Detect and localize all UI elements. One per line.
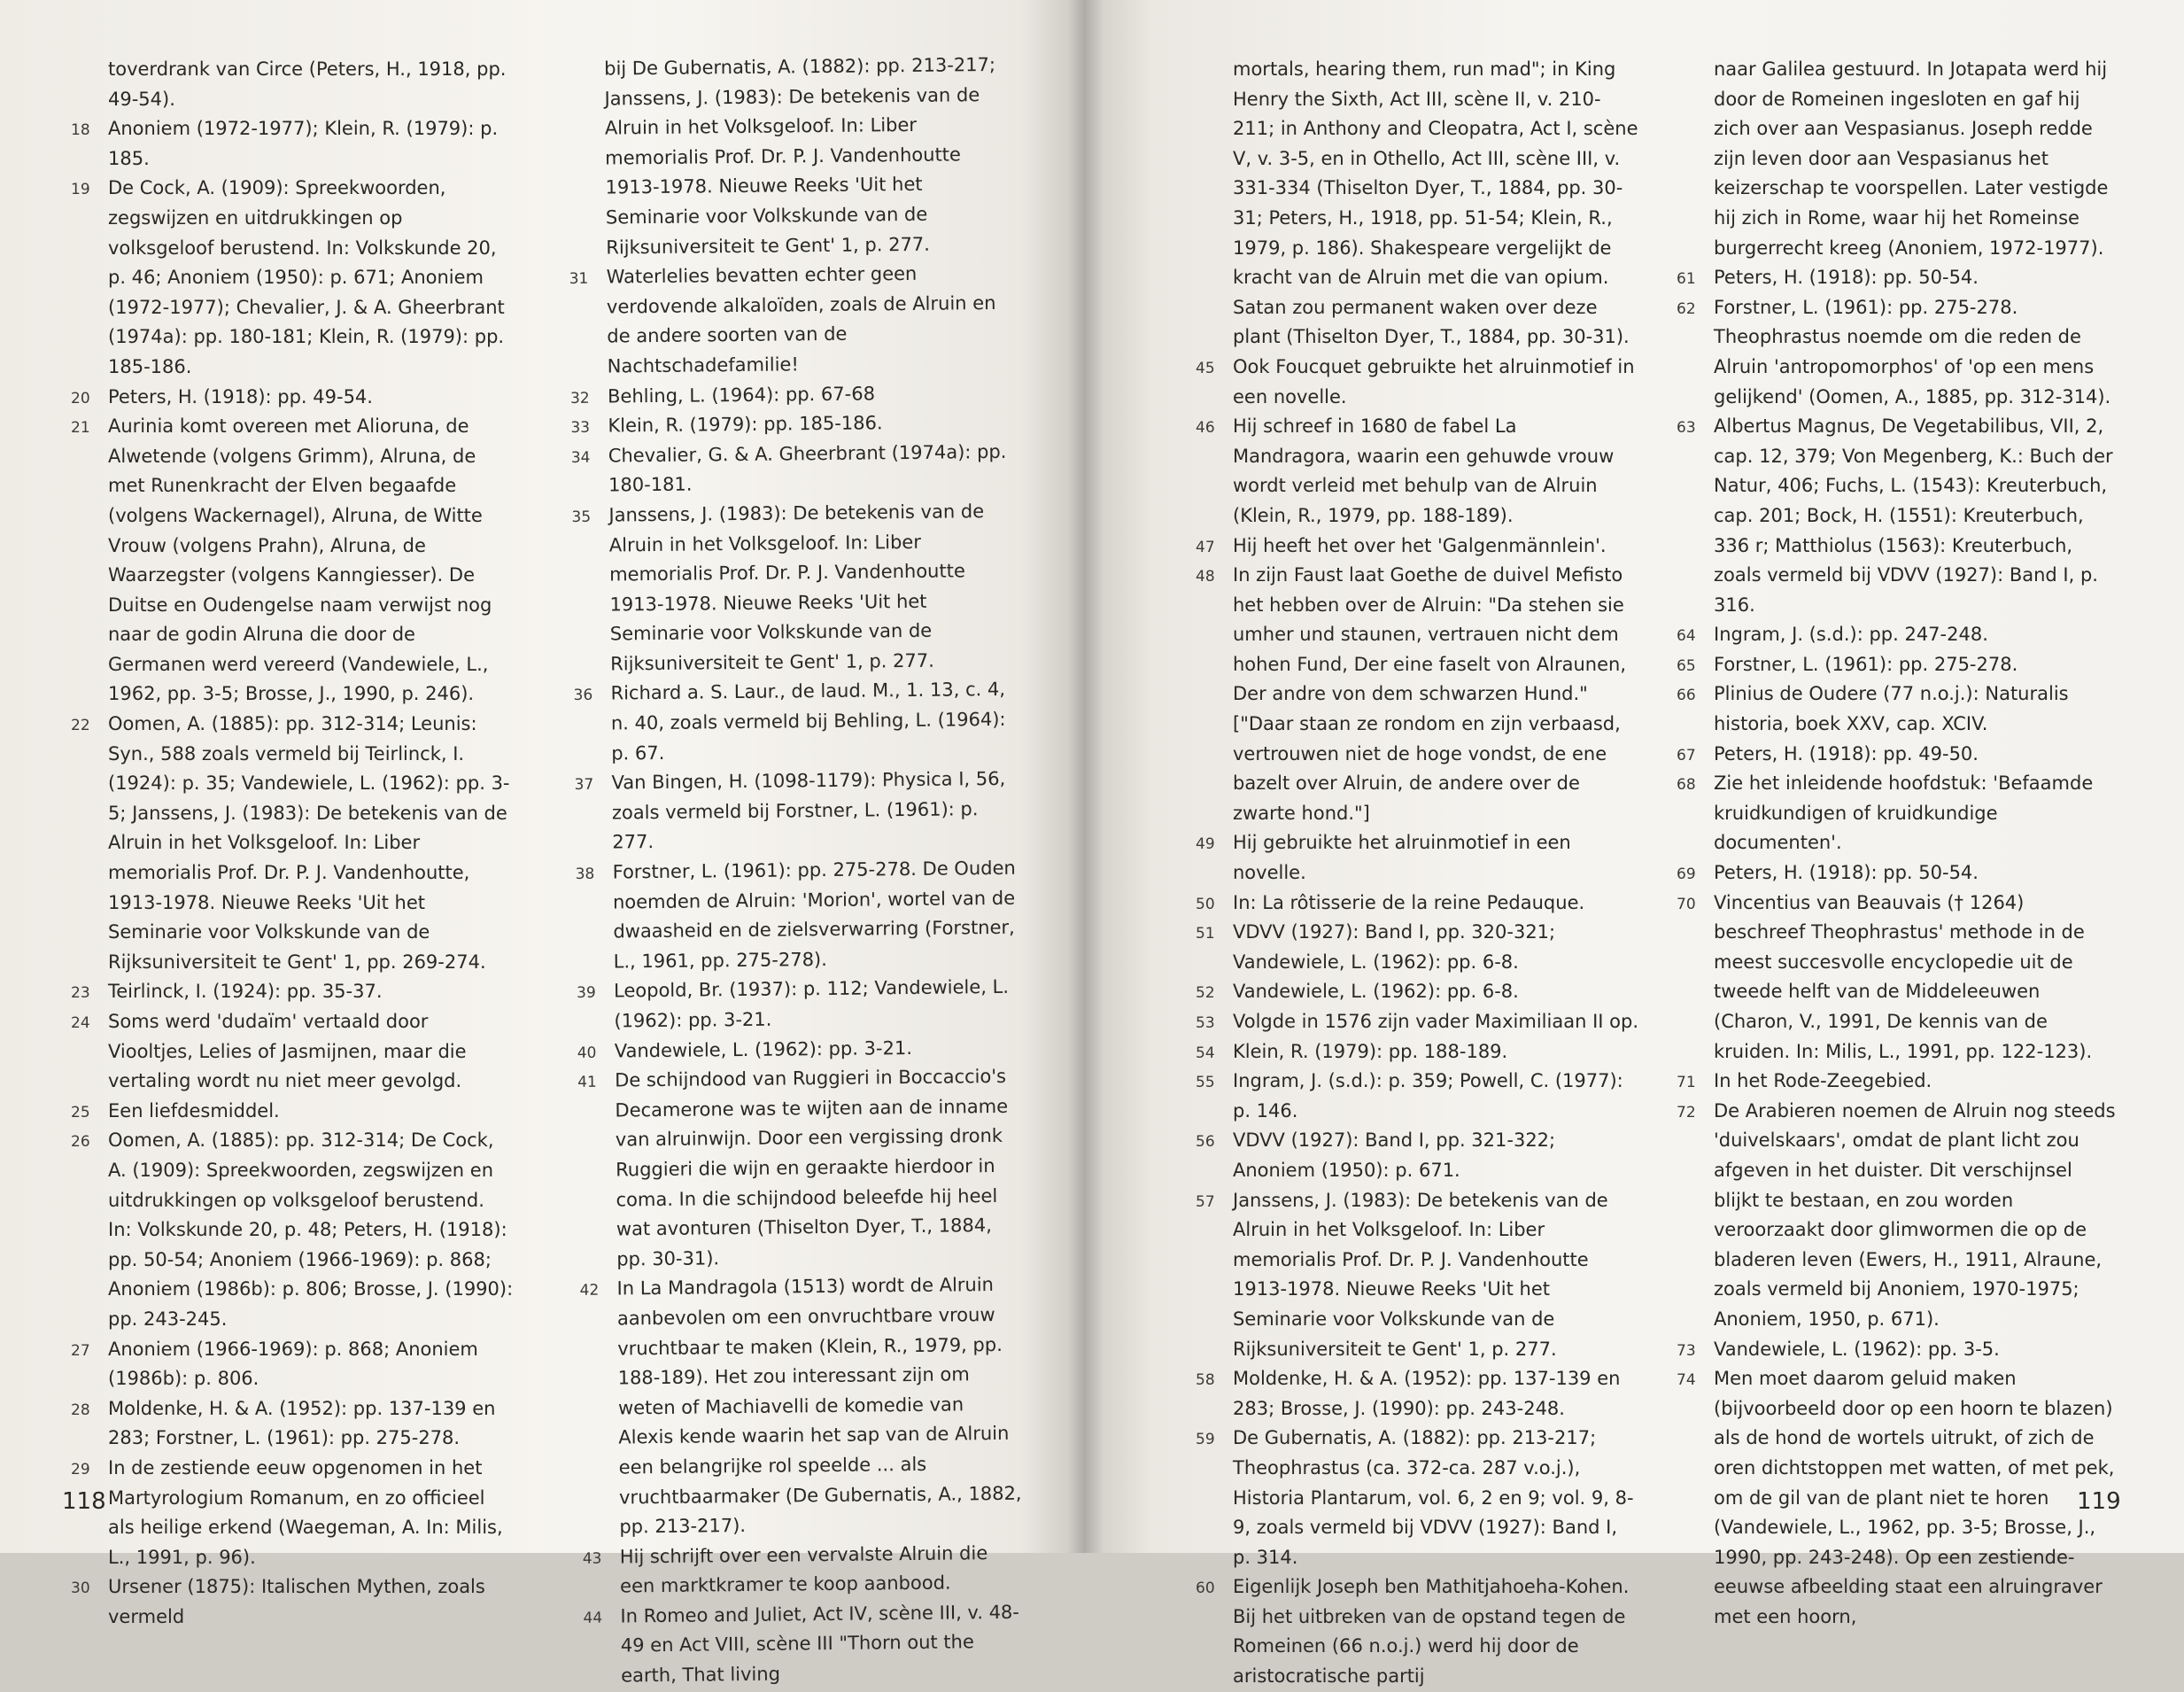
footnote-43 bbox=[583, 1538, 1026, 1602]
footnote-text: Forstner, L. (1961): pp. 275-278. De Ouden noemden de Alruin: 'Morion', wortel van de dwaasheid en de zielsverwarring (Forstner, L., 1961, pp. 275-278). bbox=[612, 857, 1016, 973]
footnote-67 bbox=[1677, 740, 2119, 770]
right-page bbox=[1086, 0, 2184, 1688]
footnote-40 bbox=[577, 1032, 1020, 1067]
footnote-44 bbox=[583, 1598, 1026, 1692]
footnote-55 bbox=[1196, 1067, 1638, 1126]
footnote-text: Behling, L. (1964): pp. 67-68 bbox=[607, 382, 876, 407]
footnote-text: Forstner, L. (1961): pp. 275-278. Theophrastus noemde om die reden de Alruin 'antropomorphos' of 'op een mens gelijkend' (Oomen, A., 1885, pp. 312-314). bbox=[1714, 296, 2111, 407]
footnote-60 bbox=[1196, 1572, 1638, 1691]
footnote-text: VDVV (1927): Band I, pp. 320-321; Vandewiele, L. (1962): pp. 6-8. bbox=[1233, 921, 1556, 973]
footnote-62 bbox=[1677, 293, 2119, 412]
notes-column-1 bbox=[71, 55, 514, 1632]
footnote-number: 64 bbox=[1677, 627, 1696, 646]
footnote-text: In La Mandragola (1513) wordt de Alruin aanbevolen om een onvruchtbare vrouw vruchtbaar te maken (Klein, R., 1979, pp. 188-189). Het zou interessant zijn om weten of Machiavelli de komedie van Alexis kende waarin het sap van de Alruin een belangrijke rol speelde ... als vruchtbaarmaker (De Gubernatis, A., 1882, pp. 213-217). bbox=[616, 1274, 1022, 1538]
footnote-number: 72 bbox=[1677, 1103, 1696, 1122]
footnote-number: 30 bbox=[71, 1579, 90, 1598]
footnote-number: 66 bbox=[1677, 687, 1696, 705]
footnote-number: 56 bbox=[1196, 1133, 1215, 1152]
footnote-51 bbox=[1196, 918, 1638, 977]
footnote-56 bbox=[1196, 1126, 1638, 1185]
footnote-number: 47 bbox=[1196, 538, 1215, 556]
footnote-text: Vandewiele, L. (1962): pp. 3-5. bbox=[1714, 1338, 2000, 1360]
footnote-41 bbox=[577, 1062, 1022, 1275]
footnote-31 bbox=[569, 259, 1012, 383]
footnote-text: Oomen, A. (1885): pp. 312-314; De Cock, A. (1909): Spreekwoorden, zegswijzen en uitdrukkingen op volksgeloof berustend. In: Volkskunde 20, p. 48; Peters, H. (1918): pp. 50-54; Anoniem (1966-1969): p. 868; Anoniem (1986b): p. 806; Brosse, J. (1990): pp. 243-245. bbox=[108, 1129, 514, 1330]
footnote-number: 34 bbox=[570, 448, 591, 467]
page-number-right: 119 bbox=[2077, 1488, 2121, 1515]
footnote-39 bbox=[577, 973, 1020, 1036]
footnote-number: 62 bbox=[1677, 299, 1696, 318]
footnote-29 bbox=[71, 1454, 514, 1572]
footnote-text: Volgde in 1576 zijn vader Maximiliaan II op. bbox=[1233, 1011, 1638, 1032]
footnote-text: Ook Foucquet gebruikte het alruinmotief in een novelle. bbox=[1233, 355, 1635, 407]
footnote-30 bbox=[71, 1572, 514, 1632]
footnote-text: In het Rode-Zeegebied. bbox=[1714, 1070, 1932, 1092]
footnote-49 bbox=[1196, 828, 1638, 888]
footnote-number: 50 bbox=[1196, 895, 1215, 913]
footnote-36 bbox=[573, 675, 1017, 769]
footnote-text: VDVV (1927): Band I, pp. 321-322; Anoniem (1950): p. 671. bbox=[1233, 1129, 1556, 1181]
footnote-65 bbox=[1677, 650, 2119, 680]
footnote-35 bbox=[571, 497, 1016, 680]
footnote-28 bbox=[71, 1394, 514, 1454]
footnote-text: Peters, H. (1918): pp. 50-54. bbox=[1714, 267, 1979, 289]
footnote-number: 18 bbox=[71, 121, 90, 140]
footnote-61 bbox=[1677, 263, 2119, 293]
footnote-number: 45 bbox=[1196, 359, 1215, 377]
footnote-text: Ursener (1875): Italischen Mythen, zoals vermeld bbox=[108, 1576, 485, 1627]
footnote-text: Moldenke, H. & A. (1952): pp. 137-139 en 283; Forstner, L. (1961): pp. 275-278. bbox=[108, 1397, 496, 1449]
footnote-number: 73 bbox=[1677, 1341, 1696, 1360]
footnote-number: 53 bbox=[1196, 1014, 1215, 1032]
footnote-text: Ingram, J. (s.d.): p. 359; Powell, C. (1977): p. 146. bbox=[1233, 1070, 1623, 1122]
footnote-text: In Romeo and Juliet, Act IV, scène III, v. 48-49 en Act VIII, scène III "Thorn out the earth, That living bbox=[620, 1601, 1020, 1687]
footnote-number: 22 bbox=[71, 717, 90, 735]
footnote-continuation bbox=[1677, 55, 2119, 263]
footnote-text: Eigenlijk Joseph ben Mathitjahoeha-Kohen. Bij het uitbreken van de opstand tegen de Romeinen (66 n.o.j.) werd hij door de aristocratische partij bbox=[1233, 1576, 1630, 1688]
footnote-number: 29 bbox=[71, 1460, 90, 1479]
footnote-number: 23 bbox=[71, 984, 90, 1003]
footnote-59 bbox=[1196, 1424, 1638, 1572]
footnote-number: 58 bbox=[1196, 1371, 1215, 1390]
footnote-number: 19 bbox=[71, 181, 90, 199]
footnote-number: 21 bbox=[71, 419, 90, 438]
footnote-73 bbox=[1677, 1335, 2119, 1365]
footnote-text: Janssens, J. (1983): De betekenis van de Alruin in het Volksgeloof. In: Liber memorialis Prof. Dr. P. J. Vandenhoutte 1913-1978. Nieuwe Reeks 'Uit het Seminarie voor Volkskunde van de Rijksuniversiteit te Gent' 1, p. 277. bbox=[1233, 1189, 1608, 1360]
footnote-number: 52 bbox=[1196, 984, 1215, 1003]
footnote-text: Peters, H. (1918): pp. 49-50. bbox=[1714, 742, 1979, 765]
footnote-text: De Gubernatis, A. (1882): pp. 213-217; Theophrastus (ca. 372-ca. 287 v.o.j.), Historia Plantarum, vol. 6, 2 en 9; vol. 9, 8-9, zoals vermeld bij VDVV (1927): Band I, p. 314. bbox=[1233, 1427, 1634, 1568]
footnote-number: 60 bbox=[1196, 1579, 1215, 1598]
footnote-23 bbox=[71, 977, 514, 1007]
footnote-text: Plinius de Oudere (77 n.o.j.): Naturalis historia, boek XXV, cap. XCIV. bbox=[1714, 683, 2069, 735]
footnote-18 bbox=[71, 114, 514, 174]
footnote-text: Ingram, J. (s.d.): pp. 247-248. bbox=[1714, 624, 1988, 646]
footnote-text: Waterlelies bevatten echter geen verdovende alkaloïden, zoals de Alruin en de andere soorten van de Nachtschadefamilie! bbox=[606, 263, 996, 377]
footnote-52 bbox=[1196, 977, 1638, 1007]
book-gutter bbox=[1068, 0, 1104, 1553]
footnote-34 bbox=[571, 437, 1015, 501]
notes-column-2 bbox=[567, 50, 1026, 1692]
footnote-46 bbox=[1196, 412, 1638, 531]
footnote-text: Leopold, Br. (1937): p. 112; Vandewiele, L. (1962): pp. 3-21. bbox=[613, 976, 1010, 1032]
footnote-number: 65 bbox=[1677, 656, 1696, 675]
footnote-20 bbox=[71, 383, 514, 413]
footnote-text: In zijn Faust laat Goethe de duivel Mefisto het hebben over de Alruin: "Da stehen sie umher und staunen, vertrauen nicht dem hohen Fund, Der eine faselt von Alraunen, Der andre von dem schwarzen Hund." ["Daar staan ze rondom en zijn verbaasd, vertrouwen niet de hoge vondst, de ene bazelt over Alruin, de andere over de zwarte hond."] bbox=[1233, 564, 1627, 824]
footnote-text: Zie het inleidende hoofdstuk: 'Befaamde kruidkundigen of kruidkundige documenten'. bbox=[1714, 772, 2094, 854]
footnote-71 bbox=[1677, 1067, 2119, 1097]
footnote-text: Teirlinck, I. (1924): pp. 35-37. bbox=[108, 981, 383, 1003]
footnote-50 bbox=[1196, 889, 1638, 919]
footnote-text: Vandewiele, L. (1962): pp. 3-21. bbox=[614, 1036, 913, 1062]
footnote-47 bbox=[1196, 532, 1638, 562]
footnote-text: mortals, hearing them, run mad"; in King Henry the Sixth, Act III, scène II, v. 210-211; in Anthony and Cleopatra, Act I, scène V, v. 3-5, en in Othello, Act III, scène III, v. 331-334 (Thiselton Dyer, T., 1884, pp. 30-31; Peters, H., 1918, pp. 51-54; Klein, R., 1979, p. 186). Shakespeare vergelijkt de kracht van de Alruin met die van opium. Satan zou permanent waken over deze plant (Thiselton Dyer, T., 1884, pp. 30-31). bbox=[1233, 58, 1638, 348]
footnote-number: 40 bbox=[577, 1044, 597, 1062]
footnote-number: 33 bbox=[570, 418, 591, 438]
footnote-number: 26 bbox=[71, 1133, 90, 1152]
footnote-text: Hij schreef in 1680 de fabel La Mandragora, waarin een gehuwde vrouw wordt verleid met behulp van de Alruin (Klein, R., 1979, pp. 188-189). bbox=[1233, 415, 1615, 526]
footnote-number: 74 bbox=[1677, 1371, 1696, 1390]
footnote-number: 46 bbox=[1196, 419, 1215, 438]
footnote-number: 61 bbox=[1677, 270, 1696, 289]
footnote-66 bbox=[1677, 679, 2119, 739]
footnote-number: 59 bbox=[1196, 1431, 1215, 1449]
footnote-25 bbox=[71, 1097, 514, 1127]
footnote-64 bbox=[1677, 620, 2119, 650]
footnote-text: Klein, R. (1979): pp. 188-189. bbox=[1233, 1040, 1508, 1062]
footnote-continuation bbox=[1196, 55, 1638, 353]
footnote-number: 49 bbox=[1196, 835, 1215, 854]
footnote-38 bbox=[575, 854, 1018, 978]
footnote-continuation bbox=[567, 50, 1011, 263]
footnote-26 bbox=[71, 1126, 514, 1334]
footnote-number: 55 bbox=[1196, 1074, 1215, 1092]
footnote-number: 63 bbox=[1677, 419, 1696, 438]
footnote-number: 43 bbox=[582, 1549, 602, 1568]
footnote-text: Soms werd 'dudaïm' vertaald door Viooltjes, Lelies of Jasmijnen, maar die vertaling wordt nu niet meer gevolgd. bbox=[108, 1011, 467, 1092]
footnote-number: 51 bbox=[1196, 925, 1215, 943]
footnote-text: Anoniem (1966-1969): p. 868; Anoniem (1986b): p. 806. bbox=[108, 1338, 478, 1390]
footnote-number: 20 bbox=[71, 389, 90, 407]
footnote-57 bbox=[1196, 1186, 1638, 1365]
footnote-70 bbox=[1677, 889, 2119, 1067]
footnote-text: toverdrank van Circe (Peters, H., 1918, pp. 49-54). bbox=[108, 58, 507, 110]
footnote-63 bbox=[1677, 412, 2119, 620]
footnote-continuation bbox=[71, 55, 514, 114]
footnote-number: 38 bbox=[575, 865, 595, 883]
footnote-text: Vincentius van Beauvais († 1264) beschreef Theophrastus' methode in de meest succesvolle encyclopedie uit de tweede helft van de Middeleeuwen (Charon, V., 1991, De kennis van de kruiden. In: Milis, L., 1991, pp. 122-123). bbox=[1714, 891, 2093, 1062]
footnote-72 bbox=[1677, 1097, 2119, 1335]
footnote-text: De Cock, A. (1909): Spreekwoorden, zegswijzen en uitdrukkingen op volksgeloof berustend. In: Volkskunde 20, p. 46; Anoniem (1950): p. 671; Anoniem (1972-1977); Chevalier, J. & A. Gheerbrant (1974a): pp. 180-181; Klein, R. (1979): pp. 185-186. bbox=[108, 177, 505, 377]
page-number-left: 118 bbox=[62, 1488, 106, 1515]
footnote-text: Een liefdesmiddel. bbox=[108, 1099, 280, 1122]
footnote-number: 31 bbox=[569, 269, 589, 289]
footnote-68 bbox=[1677, 769, 2119, 858]
footnote-53 bbox=[1196, 1007, 1638, 1037]
footnote-21 bbox=[71, 412, 514, 710]
footnote-number: 27 bbox=[71, 1341, 90, 1360]
footnote-32 bbox=[570, 377, 1013, 412]
footnote-text: Klein, R. (1979): pp. 185-186. bbox=[608, 412, 883, 437]
footnote-text: Peters, H. (1918): pp. 50-54. bbox=[1714, 862, 1979, 884]
footnote-text: Aurinia komt overeen met Alioruna, de Alwetende (volgens Grimm), Alruna, de met Runenkracht der Elven begaafde (volgens Wackernagel), Alruna, de Witte Vrouw (volgens Prahn), Alruna, de Waarzegster (volgens Kanngiesser). De Duitse en Oudengelse naam verwijst nog naar de godin Alruna die door de Germanen werd vereerd (Vandewiele, L., 1962, pp. 3-5; Brosse, J., 1990, p. 246). bbox=[108, 415, 492, 705]
footnote-number: 71 bbox=[1677, 1074, 1696, 1092]
footnote-text: Forstner, L. (1961): pp. 275-278. bbox=[1714, 653, 2018, 675]
footnote-text: Men moet daarom geluid maken (bijvoorbeeld door op een hoorn te blazen) als de hond de wortels uitrukt, of zich de oren dichtstoppen met watten, of met pek, om de gil van de plant niet te horen (Vandewiele, L., 1962, pp. 3-5; Brosse, J., 1990, pp. 243-248). Op een zestiende-eeuwse afbeelding staat een alruingraver met een hoorn, bbox=[1714, 1368, 2115, 1627]
footnote-33 bbox=[570, 407, 1013, 442]
footnote-number: 37 bbox=[574, 775, 594, 795]
footnote-24 bbox=[71, 1007, 514, 1097]
footnote-text: Hij schrijft over een vervalste Alruin die een marktkramer te koop aanbood. bbox=[619, 1541, 988, 1597]
footnote-text: Van Bingen, H. (1098-1179): Physica I, 56, zoals vermeld bij Forstner, L. (1961): p. 277. bbox=[611, 768, 1006, 853]
footnote-number: 32 bbox=[569, 389, 590, 407]
footnote-54 bbox=[1196, 1037, 1638, 1067]
footnote-number: 42 bbox=[579, 1282, 600, 1300]
footnote-text: Oomen, A. (1885): pp. 312-314; Leunis: Syn., 588 zoals vermeld bij Teirlinck, I. (1924): p. 35; Vandewiele, L. (1962): pp. 3-5; Janssens, J. (1983): De betekenis van de Alruin in het Volksgeloof. In: Liber memorialis Prof. Dr. P. J. Vandenhoutte, 1913-1978. Nieuwe Reeks 'Uit het Seminarie voor Volkskunde van de Rijksuniversiteit te Gent' 1, pp. 269-274. bbox=[108, 713, 510, 973]
footnote-48 bbox=[1196, 561, 1638, 828]
footnote-number: 67 bbox=[1677, 746, 1696, 765]
footnote-text: Albertus Magnus, De Vegetabilibus, VII, 2, cap. 12, 379; Von Megenberg, K.: Buch der Natur, 406; Fuchs, L. (1543): Kreuterbuch, cap. 201; Bock, H. (1551): Kreuterbuch, 336 r; Matthiolus (1563): Kreuterbuch, zoals vermeld bij VDVV (1927): Band I, p. 316. bbox=[1714, 415, 2113, 616]
footnote-text: Moldenke, H. & A. (1952): pp. 137-139 en 283; Brosse, J. (1990): pp. 243-248. bbox=[1233, 1368, 1621, 1419]
footnote-number: 70 bbox=[1677, 895, 1696, 913]
footnote-number: 48 bbox=[1196, 568, 1215, 586]
footnote-text: Hij heeft het over het 'Galgenmännlein'. bbox=[1233, 534, 1607, 556]
footnote-number: 41 bbox=[577, 1073, 597, 1092]
footnote-number: 57 bbox=[1196, 1192, 1215, 1211]
footnote-42 bbox=[579, 1270, 1025, 1543]
footnote-text: De Arabieren noemen de Alruin nog steeds 'duivelskaars', omdat de plant licht zou afgeven in het duister. Dit verschijnsel blijkt te bestaan, en zou worden veroorzaakt door glimwormen die op de bladeren leven (Ewers, H., 1911, Alraune, zoals vermeld bij Anoniem, 1970-1975; Anoniem, 1950, p. 671). bbox=[1714, 1099, 2116, 1330]
left-page bbox=[0, 0, 1086, 1687]
footnote-27 bbox=[71, 1335, 514, 1394]
footnote-number: 28 bbox=[71, 1401, 90, 1419]
footnote-45 bbox=[1196, 353, 1638, 412]
footnote-number: 39 bbox=[576, 984, 596, 1003]
footnote-text: Chevalier, G. & A. Gheerbrant (1974a): pp. 180-181. bbox=[608, 440, 1007, 496]
footnote-number: 68 bbox=[1677, 776, 1696, 795]
footnote-69 bbox=[1677, 858, 2119, 889]
footnote-number: 54 bbox=[1196, 1044, 1215, 1062]
footnote-text: bij De Gubernatis, A. (1882): pp. 213-217; Janssens, J. (1983): De betekenis van de Alruin in het Volksgeloof. In: Liber memorialis Prof. Dr. P. J. Vandenhoutte 1913-1978. Nieuwe Reeks 'Uit het Seminarie voor Volkskunde van de Rijksuniversiteit te Gent' 1, p. 277. bbox=[604, 53, 996, 259]
footnote-text: Richard a. S. Laur., de laud. M., 1. 13, c. 4, n. 40, zoals vermeld bij Behling, L. (1964): p. 67. bbox=[610, 679, 1006, 765]
footnote-19 bbox=[71, 174, 514, 382]
footnote-text: Anoniem (1972-1977); Klein, R. (1979): p. 185. bbox=[108, 118, 499, 169]
footnote-number: 44 bbox=[583, 1609, 603, 1627]
footnote-text: De schijndood van Ruggieri in Boccaccio's Decamerone was te wijten aan de inname van alruinwijn. Door een vergissing dronk Ruggieri die wijn en geraakte hierdoor in coma. In die schijndood beleefde hij heel wat avonturen (Thiselton Dyer, T., 1884, pp. 30-31). bbox=[615, 1066, 1009, 1270]
notes-column-3 bbox=[1196, 55, 1638, 1692]
footnote-58 bbox=[1196, 1364, 1638, 1424]
footnote-text: Vandewiele, L. (1962): pp. 6-8. bbox=[1233, 981, 1519, 1003]
footnote-22 bbox=[71, 710, 514, 977]
footnote-text: Peters, H. (1918): pp. 49-54. bbox=[108, 385, 373, 407]
footnote-number: 36 bbox=[573, 687, 593, 705]
footnote-number: 69 bbox=[1677, 865, 1696, 884]
footnote-text: In de zestiende eeuw opgenomen in het Martyrologium Romanum, en zo officieel als heilige erkend (Waegeman, A. In: Milis, L., 1991, p. 96). bbox=[108, 1456, 503, 1568]
footnote-text: Hij gebruikte het alruinmotief in een novelle. bbox=[1233, 832, 1571, 884]
footnote-37 bbox=[574, 765, 1018, 858]
footnote-text: naar Galilea gestuurd. In Jotapata werd hij door de Romeinen ingesloten en gaf hij zich over aan Vespasianus. Joseph redde zijn leven door aan Vespasianus het keizerschap te voorspellen. Later vestigde hij zich in Rome, waar hij het Romeinse burgerrecht kreeg (Anoniem, 1972-1977). bbox=[1714, 58, 2109, 259]
footnote-text: In: La rôtisserie de la reine Pedauque. bbox=[1233, 891, 1585, 913]
footnote-number: 24 bbox=[71, 1014, 90, 1032]
footnote-text: Janssens, J. (1983): De betekenis van de Alruin in het Volksgeloof. In: Liber memorialis Prof. Dr. P. J. Vandenhoutte 1913-1978. Nieuwe Reeks 'Uit het Seminarie voor Volkskunde van de Rijksuniversiteit te Gent' 1, p. 277. bbox=[608, 501, 985, 675]
footnote-number: 25 bbox=[71, 1103, 90, 1122]
footnote-number: 35 bbox=[571, 508, 592, 526]
notes-column-4 bbox=[1677, 55, 2119, 1632]
footnote-74 bbox=[1677, 1364, 2119, 1632]
